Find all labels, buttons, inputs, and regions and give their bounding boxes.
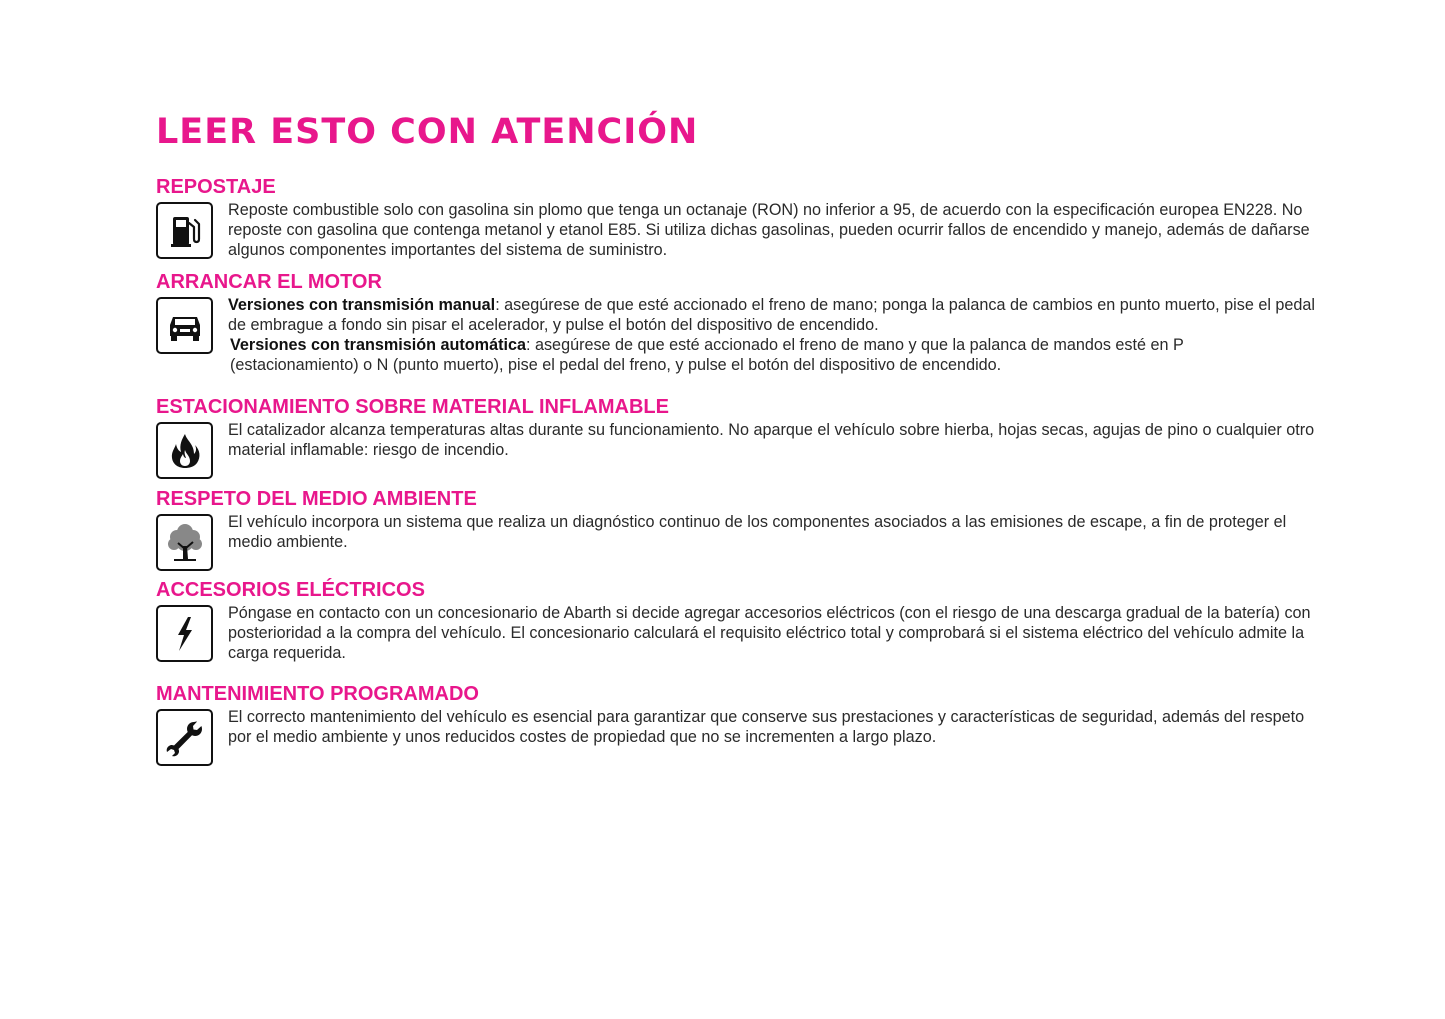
manual-transmission-paragraph bbox=[228, 295, 1316, 335]
section-text: Póngase en contacto con un concesionario de Abarth si decide agregar accesorios eléctricos (con el riesgo de una descarga gradual de la batería) con posterioridad a la compra del vehículo. El concesionario calculará el requisito eléctrico total y comprobará si el sistema eléctrico del vehículo admite la carga requerida. bbox=[228, 604, 1311, 662]
car-icon bbox=[156, 297, 213, 354]
section-medio-ambiente bbox=[156, 488, 1316, 552]
section-heading: RESPETO DEL MEDIO AMBIENTE bbox=[156, 488, 477, 510]
section-heading: ARRANCAR EL MOTOR bbox=[156, 271, 382, 293]
automatic-transmission-paragraph bbox=[228, 335, 1316, 375]
section-text: El vehículo incorpora un sistema que realiza un diagnóstico continuo de los componentes asociados a las emisiones de escape, a fin de proteger el medio ambiente. bbox=[228, 513, 1287, 551]
section-estacionamiento bbox=[156, 396, 1316, 460]
section-text: El correcto mantenimiento del vehículo es esencial para garantizar que conserve sus prestaciones y características de seguridad, además del respeto por el medio ambiente y unos reducidos costes de propiedad que no se incrementen a largo plazo. bbox=[228, 708, 1305, 746]
section-heading: REPOSTAJE bbox=[156, 176, 276, 198]
section-heading: ACCESORIOS ELÉCTRICOS bbox=[156, 579, 425, 601]
section-heading: ESTACIONAMIENTO SOBRE MATERIAL INFLAMABLE bbox=[156, 396, 669, 418]
wrench-icon bbox=[156, 709, 213, 766]
fuel-pump-icon bbox=[156, 202, 213, 259]
section-mantenimiento bbox=[156, 683, 1316, 747]
lightning-icon bbox=[156, 605, 213, 662]
section-heading: MANTENIMIENTO PROGRAMADO bbox=[156, 683, 479, 705]
paragraph-lead: Versiones con transmisión automática bbox=[230, 336, 526, 354]
section-text: El catalizador alcanza temperaturas altas durante su funcionamiento. No aparque el vehículo sobre hierba, hojas secas, agujas de pino o cualquier otro material inflamable: riesgo de incendio. bbox=[228, 421, 1315, 459]
section-repostaje bbox=[156, 176, 1316, 260]
page-title: LEER ESTO CON ATENCIÓN bbox=[156, 112, 699, 152]
paragraph-text: : asegúrese de que esté accionado el freno de mano y que la palanca de mandos esté en P (estacionamiento) o N (punto muerto), pise el pedal del freno, y pulse el botón del dispositivo de encendido. bbox=[230, 336, 1184, 374]
section-text: Reposte combustible solo con gasolina sin plomo que tenga un octanaje (RON) no inferior a 95, de acuerdo con la especificación europea EN228. No reposte con gasolina que contenga metanol y etanol E85. Si utiliza dichas gasolinas, pueden ocurrir fallos de encendido y manejo, además de dañarse algunos componentes importantes del sistema de suministro. bbox=[228, 201, 1310, 259]
flame-icon bbox=[156, 422, 213, 479]
tree-icon bbox=[156, 514, 213, 571]
paragraph-text: : asegúrese de que esté accionado el freno de mano; ponga la palanca de cambios en punto muerto, pise el pedal de embrague a fondo sin pisar el acelerador, y pulse el botón del dispositivo de encendido. bbox=[228, 296, 1316, 334]
section-arrancar-motor bbox=[156, 271, 1316, 375]
paragraph-lead: Versiones con transmisión manual bbox=[228, 296, 496, 314]
section-accesorios-electricos bbox=[156, 579, 1316, 663]
